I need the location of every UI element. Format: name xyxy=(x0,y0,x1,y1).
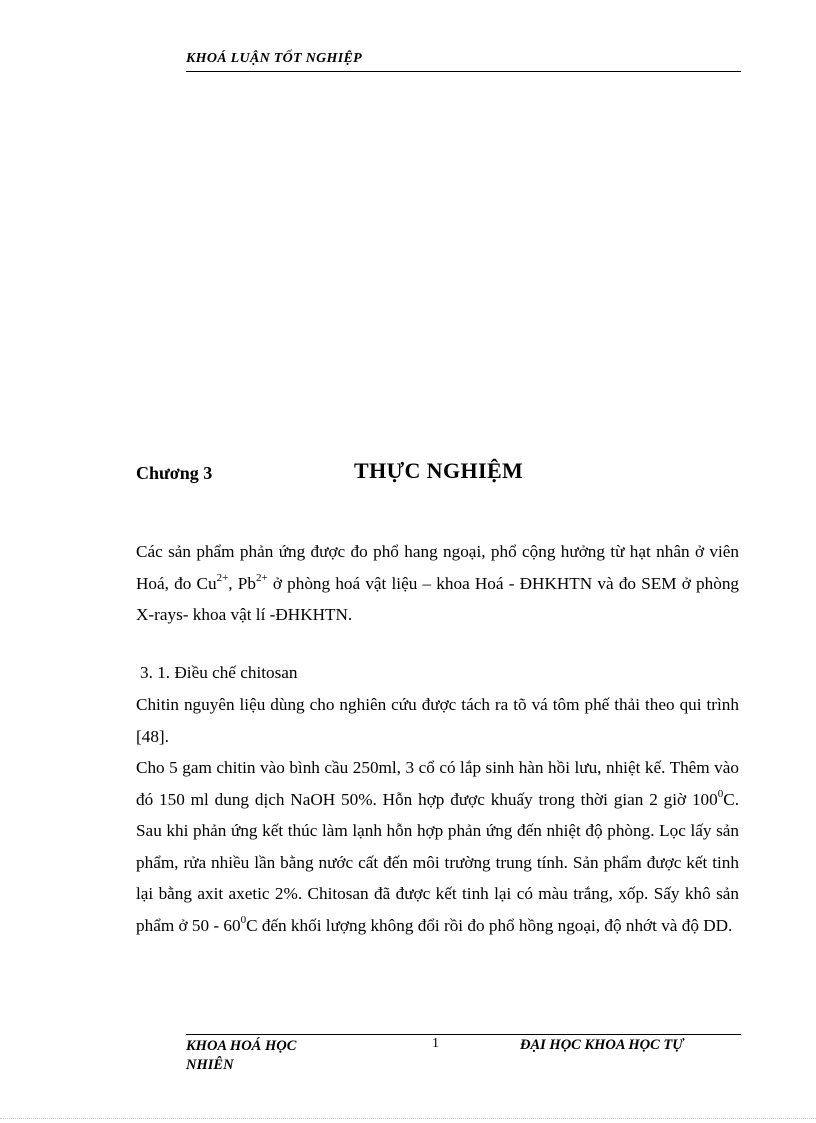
header-title: KHOÁ LUẬN TỐT NGHIỆP xyxy=(186,51,362,66)
body2-text-3: C đến khối lượng không đổi rồi đo phổ hồng ngoại, độ nhớt và độ DD. xyxy=(246,915,733,935)
section-heading: 3. 1. Điều chế chitosan xyxy=(140,663,298,682)
body-paragraph-2 xyxy=(136,752,739,941)
chapter-label: Chương 3 xyxy=(136,463,213,483)
page-number: 1 xyxy=(432,1036,439,1051)
intro-text-1: Các sản phẩm phản ứng được đo phổ hang ngoại, phổ cộng hưởng từ hạt nhân ở viên Hoá, đo Cu xyxy=(136,542,739,593)
page-bottom-border xyxy=(0,1118,816,1119)
degree-superscript-1: 0 xyxy=(717,787,724,800)
degree-superscript-2: 0 xyxy=(240,913,247,926)
pb-superscript: 2+ xyxy=(255,571,268,584)
footer-left-text: KHOA HOÁ HỌC NHIÊN xyxy=(186,1038,297,1073)
intro-paragraph xyxy=(136,536,739,631)
chapter-title: THỰC NGHIỆM xyxy=(354,458,524,483)
footer-divider xyxy=(186,1034,741,1035)
cu-superscript: 2+ xyxy=(216,571,229,584)
body2-text-2: C. Sau khi phản ứng kết thúc làm lạnh hỗn hợp phản ứng đến nhiệt độ phòng. Lọc lấy sản phẩm, rửa nhiều lần bằng nước cất đến môi trường trung tính. Sản phẩm được kết tinh lại bằng axit axetic 2%. Chitosan đã được kết tinh lại có màu trắng, xốp. Sấy khô sản phẩm ở 50 - 60 xyxy=(136,789,739,935)
body-paragraph-1: Chitin nguyên liệu dùng cho nghiên cứu được tách ra tõ vá tôm phế thải theo qui trình [48]. xyxy=(136,695,739,746)
body2-text-1: Cho 5 gam chitin vào bình cầu 250ml, 3 cổ có lắp sinh hàn hồi lưu, nhiệt kế. Thêm vào đó 150 ml dung dịch NaOH 50%. Hỗn hợp được khuấy trong thời gian 2 giờ 100 xyxy=(136,758,739,809)
page-header xyxy=(186,49,741,72)
intro-text-3: ở phòng hoá vật liệu – khoa Hoá - ĐHKHTN và đo SEM ở phòng X-rays- khoa vật lí -ĐHKHTN. xyxy=(136,573,740,624)
footer-right-text: ĐẠI HỌC KHOA HỌC TỰ xyxy=(520,1037,684,1053)
intro-text-2: , Pb xyxy=(228,573,256,593)
